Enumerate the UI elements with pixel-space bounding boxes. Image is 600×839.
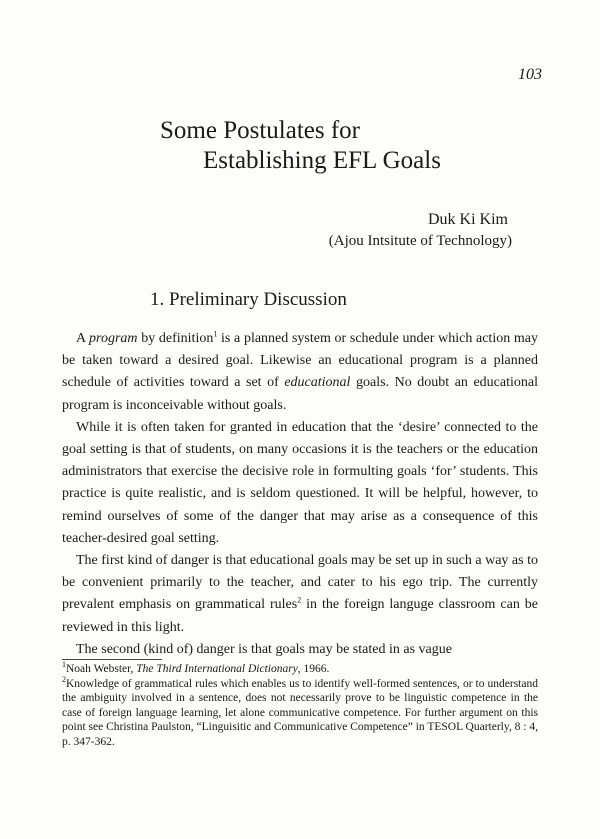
emphasis-educational: educational <box>284 375 351 391</box>
author-name: Duk Ki Kim <box>428 211 508 228</box>
paragraph-2: While it is often taken for granted in education that the ‘desire’ connected to the goal setting is that of students, on many occasions it is the teachers or the education administrators that exercise the decisive role in formulting goals ‘for’ students. This practice is quite realistic, and is seldom questioned. It will be helpful, however, to remind ourselves of some of the danger that may arise as a consequence of this teacher-desired goal setting. <box>62 419 538 546</box>
footnote-divider <box>62 659 162 660</box>
footnote-2: $^2$Knowledge of grammatical rules which enables us to identify well-formed sentences, or to understand the ambiguity involved in a sentence, does not necessarily prove to be linguistic competence in the case of foreign language learning, let alone communicative competence. For further argument on this point see Christina Paulston, “Linguisitic and Communicative Competence” in TESOL Quarterly, 8 : 4, p. 347-362. <box>62 674 538 748</box>
paragraph-4: The second (kind of) danger is that goals may be stated in as vague <box>76 641 452 657</box>
paragraph-1: A program by definition$^1$ is a planned system or schedule under which action may be taken toward a desired goal. Likewise an educational program is a planned schedule of activities toward a set of educational goals. No doubt an educational program is inconceivable without goals. <box>62 329 538 413</box>
body-text <box>62 328 538 661</box>
footnote-ref-2: 2 <box>297 595 302 605</box>
emphasis-program: program <box>89 331 138 346</box>
section-heading: 1. Preliminary Discussion <box>150 289 347 310</box>
footnote-1: $^1$Noah Webster, The Third International Dictionary, 1966. <box>62 660 330 675</box>
footnotes <box>62 662 538 750</box>
author-affiliation: (Ajou Intsitute of Technology) <box>328 233 512 249</box>
paragraph-3: The first kind of danger is that educational goals may be set up in such a way as to be convenient primarily to the teacher, and cater to his ego trip. The currently prevalent emphasis on grammatical rules$^2$ in the foreign languge classroom can be reviewed in this light. <box>62 553 538 635</box>
footnote-ref-1: 1 <box>213 329 218 339</box>
page-number: 103 <box>518 66 542 83</box>
